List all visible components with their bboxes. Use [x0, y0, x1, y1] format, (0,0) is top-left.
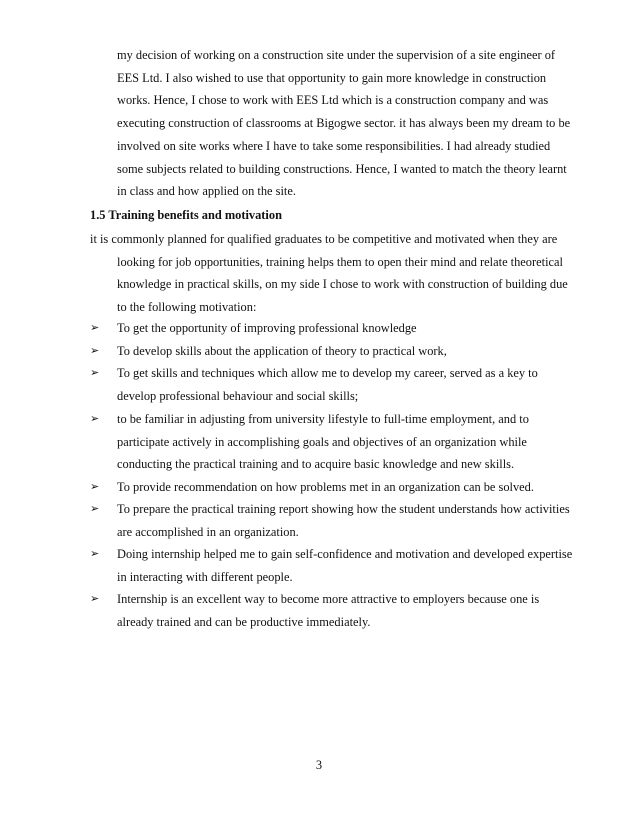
- bullet-line: to be familiar in adjusting from university lifestyle to full-time employment, and to: [117, 412, 529, 426]
- arrow-bullet-icon: ➢: [90, 547, 100, 560]
- bullet-line: To get the opportunity of improving professional knowledge: [117, 321, 417, 335]
- section-line: to the following motivation:: [117, 300, 257, 315]
- intro-line: in class and how applied on the site.: [117, 184, 296, 199]
- bullet-line: To prepare the practical training report showing how the student understands how activities: [117, 502, 570, 516]
- intro-line: EES Ltd. I also wished to use that opportunity to gain more knowledge in construction: [117, 70, 547, 85]
- intro-paragraph: [90, 44, 571, 203]
- section-heading: 1.5 Training benefits and motivation: [90, 208, 282, 222]
- bullet-item: [90, 317, 590, 340]
- arrow-bullet-icon: ➢: [90, 321, 100, 334]
- intro-line: works. Hence, I chose to work with EES Ltd which is a construction company and was: [117, 93, 549, 108]
- bullet-item: [90, 362, 590, 407]
- intro-line: executing construction of classrooms at Bigogwe sector. it has always been my dream to be: [117, 116, 571, 131]
- bullet-item: [90, 476, 590, 499]
- bullet-item: [90, 588, 590, 633]
- section-paragraph: [90, 228, 568, 319]
- bullet-line: already trained and can be productive immediately.: [117, 614, 371, 629]
- bullet-line: are accomplished in an organization.: [117, 524, 299, 539]
- bullet-item: [90, 340, 590, 363]
- arrow-bullet-icon: ➢: [90, 366, 100, 379]
- arrow-bullet-icon: ➢: [90, 412, 100, 425]
- bullet-line: develop professional behaviour and social skills;: [117, 388, 359, 403]
- arrow-bullet-icon: ➢: [90, 480, 100, 493]
- intro-line: some subjects related to building constructions. Hence, I wanted to match the theory learnt: [117, 161, 567, 176]
- bullet-line: To develop skills about the application of theory to practical work,: [117, 344, 447, 358]
- intro-line: involved on site works where I have to take some responsibilities. I had already studied: [117, 138, 551, 153]
- bullet-line: Doing internship helped me to gain self-confidence and motivation and developed expertise: [117, 547, 573, 561]
- bullet-line: To provide recommendation on how problems met in an organization can be solved.: [117, 480, 534, 494]
- bullet-item: [90, 408, 590, 476]
- section-line: it is commonly planned for qualified graduates to be competitive and motivated when they are: [90, 232, 558, 246]
- section-line: looking for job opportunities, training helps them to open their mind and relate theoretical: [117, 254, 563, 269]
- page-number: 3: [315, 758, 323, 772]
- bullet-item: [90, 498, 590, 543]
- bullet-line: To get skills and techniques which allow me to develop my career, served as a key to: [117, 366, 538, 380]
- bullet-line: in interacting with different people.: [117, 569, 293, 584]
- arrow-bullet-icon: ➢: [90, 502, 100, 515]
- section-line: knowledge in practical skills, on my side I chose to work with construction of building due: [117, 277, 568, 292]
- bullet-item: [90, 543, 590, 588]
- arrow-bullet-icon: ➢: [90, 592, 100, 605]
- bullet-line: participate actively in accomplishing goals and objectives of an organization while: [117, 434, 527, 449]
- intro-line: my decision of working on a construction site under the supervision of a site engineer of: [117, 48, 556, 62]
- arrow-bullet-icon: ➢: [90, 344, 100, 357]
- bullet-line: Internship is an excellent way to become more attractive to employers because one is: [117, 592, 540, 606]
- bullet-line: conducting the practical training and to acquire basic knowledge and new skills.: [117, 457, 515, 472]
